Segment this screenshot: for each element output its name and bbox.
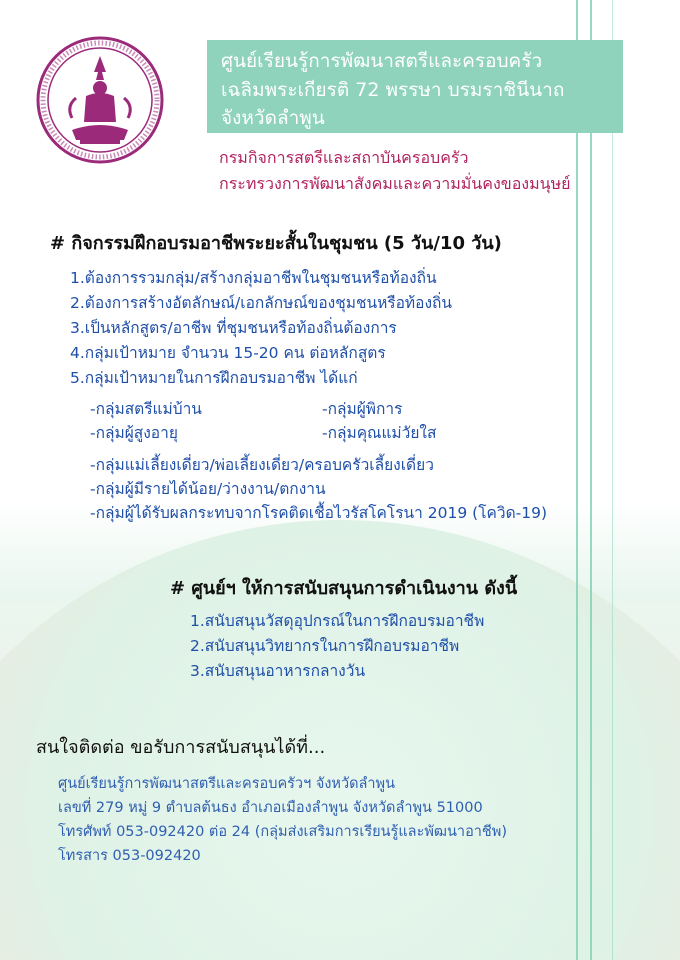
target-group: -กลุ่มผู้สูงอายุ — [90, 424, 178, 442]
list-item: 3.เป็นหลักสูตร/อาชีพ ที่ชุมชนหรือท้องถิ่นต้องการ — [70, 319, 397, 337]
contact-address: เลขที่ 279 หมู่ 9 ตำบลต้นธง อำเภอเมืองลำพูน จังหวัดลำพูน 51000 — [58, 800, 483, 816]
decorative-line — [590, 0, 592, 960]
list-item: 1.ต้องการรวมกลุ่ม/สร้างกลุ่มอาชีพในชุมชนหรือท้องถิ่น — [70, 269, 437, 287]
support-item: 2.สนับสนุนวิทยากรในการฝึกอบรมอาชีพ — [190, 637, 460, 655]
section1-heading: # กิจกรรมฝึกอบรมอาชีพระยะสั้นในชุมชน (5 วัน/10 วัน) — [50, 233, 502, 254]
title-line: เฉลิมพระเกียรติ 72 พรรษา บรมราชินีนาถ — [221, 79, 565, 101]
list-item: 5.กลุ่มเป้าหมายในการฝึกอบรมอาชีพ ได้แก่ — [70, 369, 358, 387]
ministry-emblem-icon — [36, 36, 164, 164]
title-box — [207, 40, 623, 133]
contact-line: ศูนย์เรียนรู้การพัฒนาสตรีและครอบครัวฯ จังหวัดลำพูน — [58, 776, 396, 792]
ministry-name: กระทรวงการพัฒนาสังคมและความมั่นคงของมนุษย์ — [219, 174, 571, 193]
target-group: -กลุ่มแม่เลี้ยงเดี่ยว/พ่อเลี้ยงเดี่ยว/ครอบครัวเลี้ยงเดี่ยว — [90, 456, 434, 474]
target-group: -กลุ่มคุณแม่วัยใส — [322, 424, 437, 442]
contact-phone: โทรศัพท์ 053-092420 ต่อ 24 (กลุ่มส่งเสริมการเรียนรู้และพัฒนาอาชีพ) — [58, 824, 507, 840]
decorative-line — [576, 0, 578, 960]
department-name: กรมกิจการสตรีและสถาบันครอบครัว — [219, 148, 469, 167]
target-group: -กลุ่มผู้มีรายได้น้อย/ว่างงาน/ตกงาน — [90, 480, 326, 498]
target-group: -กลุ่มผู้ได้รับผลกระทบจากโรคติดเชื้อไวรัสโคโรนา 2019 (โควิด-19) — [90, 504, 548, 522]
decorative-line — [612, 0, 613, 960]
support-item: 3.สนับสนุนอาหารกลางวัน — [190, 662, 366, 680]
section2-heading: # ศูนย์ฯ ให้การสนับสนุนการดำเนินงาน ดังนี้ — [170, 578, 518, 599]
contact-heading: สนใจติดต่อ ขอรับการสนับสนุนได้ที่... — [36, 737, 326, 758]
contact-fax: โทรสาร 053-092420 — [58, 848, 201, 864]
target-group: -กลุ่มสตรีแม่บ้าน — [90, 400, 202, 418]
support-item: 1.สนับสนุนวัสดุอุปกรณ์ในการฝึกอบรมอาชีพ — [190, 612, 485, 630]
list-item: 4.กลุ่มเป้าหมาย จำนวน 15-20 คน ต่อหลักสูตร — [70, 344, 386, 362]
title-line: จังหวัดลำพูน — [221, 107, 325, 129]
target-group: -กลุ่มผู้พิการ — [322, 400, 403, 418]
list-item: 2.ต้องการสร้างอัตลักษณ์/เอกลักษณ์ของชุมชนหรือท้องถิ่น — [70, 294, 453, 312]
title-line: ศูนย์เรียนรู้การพัฒนาสตรีและครอบครัว — [221, 50, 543, 72]
